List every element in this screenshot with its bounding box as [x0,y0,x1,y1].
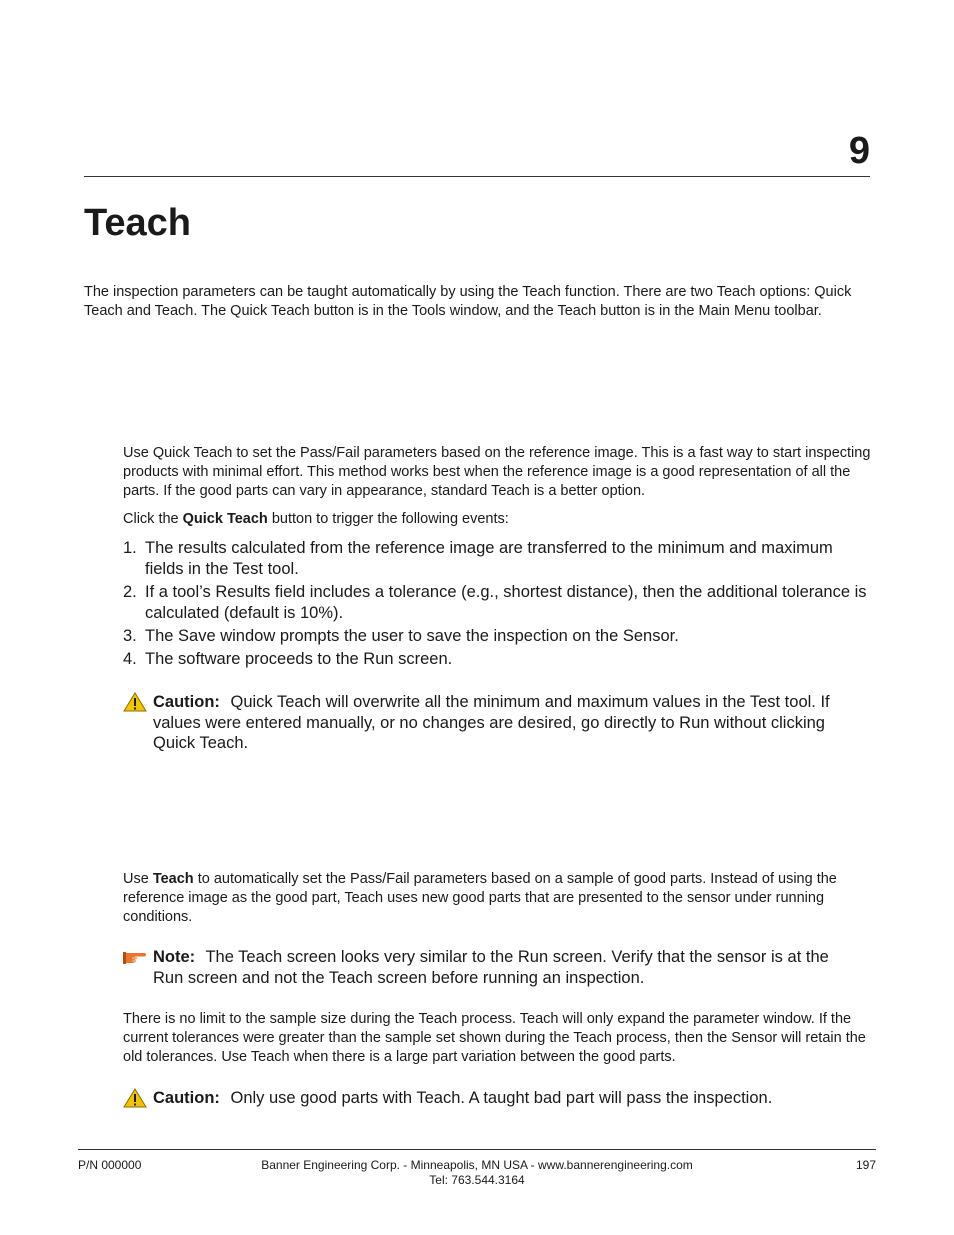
quick-teach-description: Use Quick Teach to set the Pass/Fail parameters based on the reference image. This is a fast way to start inspecting products with minimal effort. This method works best when the reference image is a good representation of all the parts. If the good parts can vary in appearance, standard Teach is a better option. [123,445,871,499]
footer-company-line: Banner Engineering Corp. - Minneapolis, MN USA - www.bannerengineering.com [261,1158,693,1172]
teach-note [123,947,863,988]
caution-label: Caution: [153,693,220,711]
list-item [123,649,873,670]
caution-label: Caution: [153,1089,220,1107]
quick-teach-caution [123,692,863,754]
step-number: 1. [123,539,137,557]
quick-teach-steps [123,538,873,672]
footer-part-number: P/N 000000 [78,1158,142,1172]
footer-tel: Tel: 763.544.3164 [429,1173,525,1187]
chapter-number: 9 [848,130,870,172]
note-text: The Teach screen looks very similar to the Run screen. Verify that the sensor is at the Run screen and not the Teach screen before running an inspection. [153,948,829,987]
intro-paragraph: The inspection parameters can be taught automatically by using the Teach function. There are two Teach options: Quick Teach and Teach. The Quick Teach button is in the Tools window, and the Teach button is in the Main Menu toolbar. [84,284,852,319]
list-item [123,582,873,624]
footer-divider [78,1149,876,1150]
pointing-hand-icon [123,947,147,967]
step-number: 3. [123,627,137,645]
use-suffix: to automatically set the Pass/Fail parameters based on a sample of good parts. Instead of using the reference image as the good part, Teach uses new good parts that are presented to the sensor under running conditions. [123,871,837,925]
list-item [123,626,873,647]
list-item [123,538,873,580]
step-text: The software proceeds to the Run screen. [145,650,453,668]
teach-ref: Teach [152,871,194,887]
chapter-title: Teach [84,202,192,244]
step-number: 4. [123,650,137,668]
step-number: 2. [123,583,137,601]
teach-description [123,870,871,927]
click-suffix: button to trigger the following events: [267,511,509,527]
step-text: The results calculated from the reference image are transferred to the minimum and maximum fields in the Test tool. [145,539,833,578]
footer-page-number: 197 [855,1158,876,1172]
quick-teach-button-ref: Quick Teach [182,511,268,527]
caution-text: Only use good parts with Teach. A taught bad part will pass the inspection. [230,1089,773,1107]
teach-limit-paragraph: There is no limit to the sample size during the Teach process. Teach will only expand the parameter window. If the current tolerances were greater than the sample set shown during the Teach process, then the Sensor will retain the old tolerances. Use Teach when there is a large part variation between the good parts. [123,1011,866,1065]
teach-caution [123,1088,863,1109]
warning-triangle-icon [123,692,147,712]
click-prefix: Click the [123,511,183,527]
use-prefix: Use [123,871,153,887]
step-text: If a tool’s Results field includes a tolerance (e.g., shortest distance), then the additional tolerance is calculated (default is 10%). [145,583,867,622]
quick-teach-click-instruction [123,510,871,529]
chapter-divider [84,176,870,177]
note-label: Note: [153,948,196,966]
step-text: The Save window prompts the user to save the inspection on the Sensor. [145,627,679,645]
footer-company [200,1158,754,1188]
caution-text: Quick Teach will overwrite all the minimum and maximum values in the Test tool. If values were entered manually, or no changes are desired, go directly to Run without clicking Quick Teach. [153,693,830,752]
warning-triangle-icon [123,1088,147,1108]
